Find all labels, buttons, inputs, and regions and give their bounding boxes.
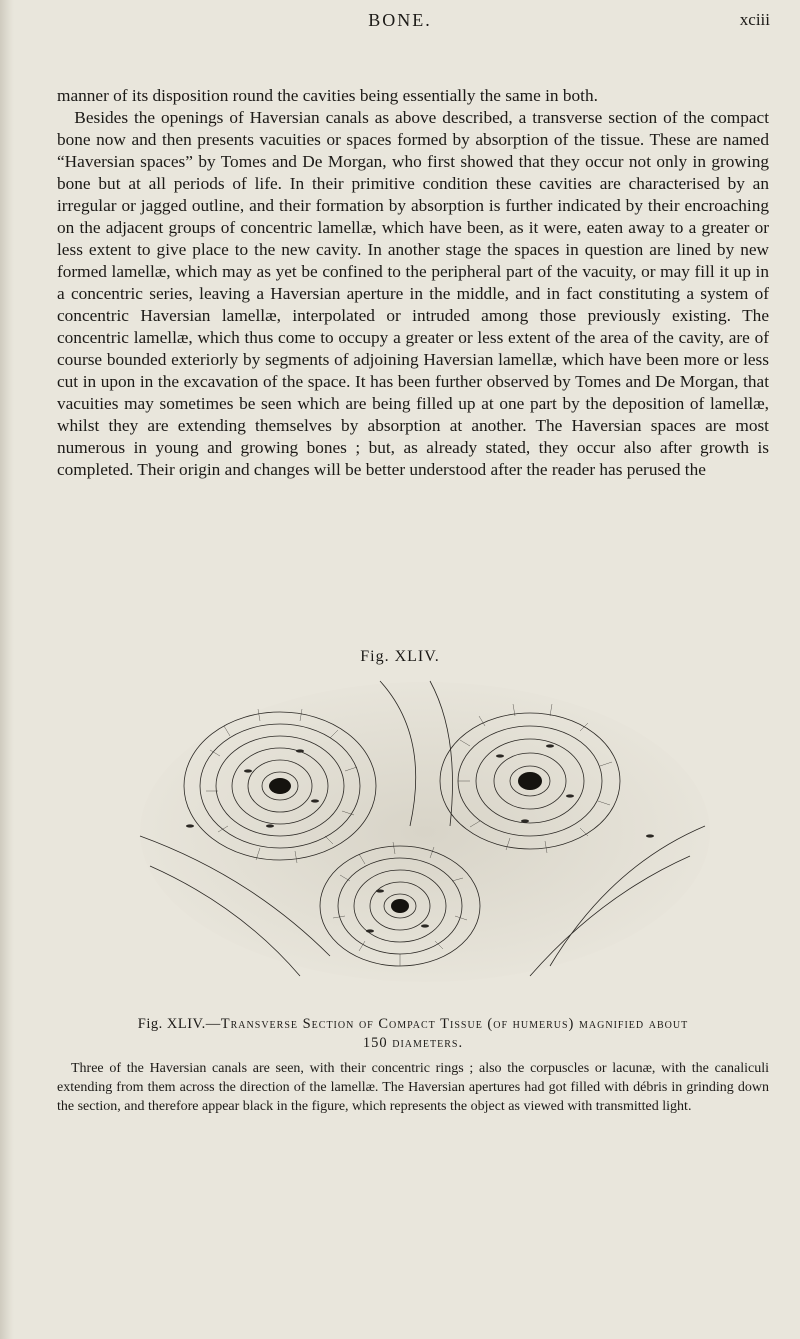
body-text — [57, 85, 769, 481]
bone-section-drawing — [140, 681, 710, 982]
caption-figure-number: Fig. XLIV.— — [137, 1016, 221, 1032]
caption-heading: Transverse Section of Compact Tissue (of humerus) magnified about — [220, 1016, 689, 1032]
figure-caption — [57, 1015, 769, 1116]
caption-heading-continued: 150 diameters. — [362, 1035, 464, 1051]
paragraph: Besides the openings of Haversian canals as above described, a transverse section of the compact bone now and then presents vacuities or spaces formed by absorption of the tissue. These are named “Haversian spaces” by Tomes and De Morgan, who first showed that they occur not only in growing bone but at all periods of life. In their primitive condition these cavities are characterised by an irregular or jagged outline, and their formation by absorption is further indicated by their encroaching on the adjacent groups of concentric lamellæ, which have been, as it were, eaten away to a greater or less extent to give place to the new cavity. In another stage the spaces in question are lined by new formed lamellæ, which may as yet be confined to the peripheral part of the vacuity, or may fill it up in a concentric series, leaving a Haversian aperture in the middle, and in fact constituting a system of concentric Haversian lamellæ, interpolated or intruded among those previously existing. The concentric lamellæ, which thus come to occupy a greater or less extent of the area of the cavity, are of course bounded exteriorly by segments of adjoining Haversian lamellæ, which have been more or less cut in upon in the excavation of the space. It has been further observed by Tomes and De Morgan, that vacuities may sometimes be seen which are being filled up at one part by the deposition of lamellæ, whilst they are extending themselves by absorption at another. The Haversian spaces are most numerous in young and growing bones ; but, as already stated, they occur also after growth is completed. Their origin and changes will be better understood after the reader has perused the — [57, 108, 769, 479]
page-number: xciii — [739, 10, 770, 29]
running-title: BONE. — [368, 10, 432, 30]
figure-label: Fig. XLIV. — [360, 648, 440, 665]
caption-body: Three of the Haversian canals are seen, with their concentric rings ; also the corpuscles or lacunæ, with the canaliculi extending from them across the direction of the lamellæ. The Haversian apertures had got filled with débris in grinding down the section, and therefore appear black in the figure, which represents the object as viewed with transmitted light. — [57, 1061, 769, 1114]
figure-illustration — [130, 676, 720, 988]
running-head — [0, 10, 800, 34]
binding-shadow — [0, 0, 14, 1339]
caption-title — [57, 1015, 769, 1053]
paragraph: manner of its disposition round the cavities being essentially the same in both. — [57, 86, 598, 105]
